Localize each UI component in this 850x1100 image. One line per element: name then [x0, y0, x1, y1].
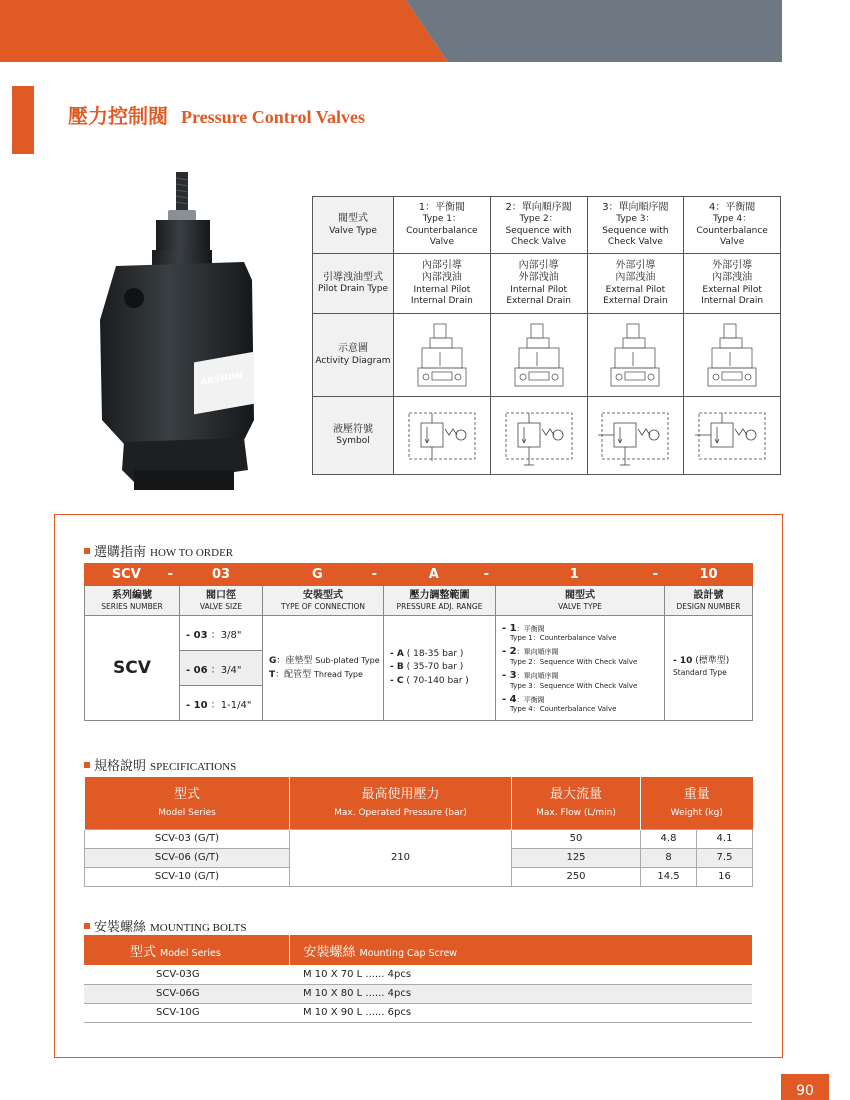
label-zh: 閥口徑 — [206, 590, 236, 601]
label-design — [665, 586, 753, 616]
cell-model: SCV-06 (G/T) — [85, 848, 290, 867]
header-screw — [289, 935, 752, 965]
valve-type-1 — [394, 197, 491, 254]
size-code: - 10 — [186, 699, 208, 711]
size-value: ：1-1/4" — [210, 699, 252, 711]
type-number: 3：單向順序閥 — [602, 201, 669, 213]
type-label: Type 3： — [616, 214, 655, 225]
drain-en: External Drain — [603, 296, 668, 306]
valve-type-code: - 1 — [502, 622, 517, 634]
valve-type-4 — [684, 197, 781, 254]
pilot-drain-4 — [684, 254, 781, 314]
header-weight — [641, 777, 753, 829]
header-zh: 最大流量 — [549, 787, 602, 803]
cell-pressure: 210 — [290, 829, 512, 886]
section-heading-en: MOUNTING BOLTS — [150, 922, 247, 934]
section-heading-en: SPECIFICATIONS — [150, 761, 237, 773]
activity-diagram-4 — [684, 314, 781, 397]
range-option — [390, 648, 495, 662]
code-dash: - — [652, 567, 658, 582]
mounting-bolts-table — [84, 935, 752, 1023]
svg-text:ARSHUN: ARSHUN — [200, 370, 243, 389]
code-segment — [180, 564, 263, 586]
cell-flow: 50 — [512, 829, 641, 848]
range-code: - A — [390, 648, 404, 659]
header-flow — [512, 777, 641, 829]
drain-en: External Drain — [506, 296, 571, 306]
valve-type-zh: ：平衡閥 — [516, 695, 545, 704]
header-en: Mounting Cap Screw — [359, 947, 458, 959]
pilot-zh: 外部引導 — [712, 259, 753, 271]
valve-type-zh: ：單向順序閥 — [516, 648, 559, 657]
range-code: - C — [390, 675, 404, 686]
label-zh: 系列編號 — [112, 590, 152, 601]
header-en: Model Series — [158, 807, 216, 818]
code-size: 03 — [211, 567, 231, 582]
valve-type-option — [502, 646, 664, 666]
valve-cutaway-diagram — [412, 322, 472, 388]
connection-code: G — [269, 655, 277, 666]
code-series: SCV — [111, 567, 141, 582]
label-valve-type — [496, 586, 665, 616]
section-heading-zh: 選購指南 — [94, 545, 147, 560]
row-label-symbol — [313, 397, 394, 475]
header-en: Max. Operated Pressure (bar) — [334, 807, 467, 818]
table-row — [84, 965, 752, 984]
connection-zh: ：座墊型 — [276, 655, 313, 666]
order-code-table — [84, 563, 753, 721]
range-option — [390, 675, 495, 689]
order-code-row — [85, 564, 753, 586]
hydraulic-symbol — [693, 405, 771, 467]
row-label-pilot-drain — [313, 254, 394, 314]
cell-model: SCV-03 (G/T) — [85, 829, 290, 848]
activity-diagram-3 — [587, 314, 684, 397]
type-name: Counterbalance Valve — [406, 225, 478, 247]
order-label-row — [85, 586, 753, 616]
valve-type-code: - 4 — [502, 693, 517, 705]
type-label: Type 4： — [712, 214, 752, 225]
cell-screw: M 10 X 80 L ...... 4pcs — [289, 984, 752, 1003]
product-photo — [94, 170, 270, 496]
valve-type-option — [502, 670, 664, 690]
size-option — [180, 686, 263, 721]
connection-en: Thread Type — [314, 670, 363, 679]
activity-diagram-1 — [394, 314, 491, 397]
valve-type-table — [312, 196, 781, 475]
table-header-row — [84, 935, 752, 965]
label-size — [180, 586, 263, 616]
page-title — [68, 100, 365, 129]
hydraulic-symbol — [596, 405, 674, 467]
section-heading-order — [84, 541, 233, 560]
row-label-zh: 引導洩油型式 — [323, 271, 383, 283]
valve-type-zh: ：平衡閥 — [516, 624, 545, 633]
row-label-zh: 示意圖 — [338, 343, 368, 355]
label-zh: 安裝型式 — [303, 590, 343, 601]
header-zh: 安裝螺絲 — [303, 944, 356, 960]
table-row — [84, 1003, 752, 1022]
code-range: A — [428, 567, 439, 582]
valve-type-en: Type 2：Sequence With Check Valve — [510, 657, 638, 666]
label-en: PRESSURE ADJ. RANGE — [396, 602, 483, 611]
row-label-en: Pilot Drain Type — [317, 284, 388, 295]
valve-type-options — [496, 616, 665, 721]
cell-model: SCV-10G — [84, 1003, 289, 1022]
code-valve-type: 1 — [569, 567, 579, 582]
cell-screw: M 10 X 70 L ...... 4pcs — [289, 965, 752, 984]
type-number: 2：單向順序閥 — [505, 201, 572, 213]
table-row — [313, 254, 781, 314]
size-value: ：3/8" — [210, 629, 242, 641]
range-option — [390, 661, 495, 675]
code-dash: - — [371, 567, 377, 582]
pilot-drain-1 — [394, 254, 491, 314]
table-row — [85, 829, 753, 848]
valve-cutaway-diagram — [702, 322, 762, 388]
header-model — [84, 935, 289, 965]
cell-weight: 14.5 — [641, 867, 697, 886]
connection-option — [269, 668, 383, 682]
size-value: ：3/4" — [210, 664, 242, 676]
row-label-en: Valve Type — [329, 225, 377, 236]
pilot-en: External Pilot — [702, 284, 762, 295]
cell-weight: 16 — [697, 867, 753, 886]
page-number: 90 — [781, 1074, 829, 1100]
type-number: 4：平衡閥 — [708, 201, 756, 213]
valve-type-option — [502, 623, 664, 643]
section-heading-en: HOW TO ORDER — [150, 547, 234, 559]
type-label: Type 2： — [519, 214, 558, 225]
page-title-en: Pressure Control Valves — [180, 107, 365, 127]
cell-weight: 7.5 — [697, 848, 753, 867]
row-label-en: Activity Diagram — [315, 355, 391, 366]
title-accent-bar — [12, 86, 34, 154]
label-range — [384, 586, 496, 616]
valve-type-3 — [587, 197, 684, 254]
code-dash: - — [483, 567, 489, 582]
valve-type-zh: ：單向順序閥 — [516, 672, 559, 680]
pilot-en: Internal Pilot — [413, 284, 471, 295]
type-name: Sequence with Check Valve — [602, 225, 669, 247]
valve-type-en: Type 4：Counterbalance Valve — [510, 705, 617, 714]
valve-type-en: Type 1：Counterbalance Valve — [510, 634, 617, 643]
drain-zh: 內部洩油 — [421, 272, 462, 284]
table-row — [313, 197, 781, 254]
design-code: - 10 — [673, 656, 693, 667]
cell-model: SCV-03G — [84, 965, 289, 984]
pilot-drain-3 — [587, 254, 684, 314]
range-value: ( 70-140 bar ) — [406, 675, 469, 686]
bullet-square-icon — [84, 548, 90, 554]
design-zh: (標準型) — [695, 656, 730, 667]
cell-model: SCV-06G — [84, 984, 289, 1003]
section-heading-zh: 規格說明 — [94, 759, 147, 774]
range-code: - B — [390, 662, 404, 673]
label-zh: 壓力調整範圍 — [409, 590, 470, 601]
section-heading-bolts — [84, 916, 246, 935]
specifications-table — [84, 777, 753, 887]
pilot-en: Internal Pilot — [510, 284, 568, 295]
cell-weight: 8 — [641, 848, 697, 867]
header-en: Max. Flow (L/min) — [536, 807, 616, 818]
connection-options — [263, 616, 384, 721]
header-en: Model Series — [160, 947, 221, 959]
header-zh: 最高使用壓力 — [361, 787, 440, 803]
activity-diagram-2 — [490, 314, 587, 397]
size-option — [180, 616, 263, 651]
code-segment — [263, 564, 384, 586]
label-en: VALVE SIZE — [199, 602, 243, 611]
row-label-zh: 閥型式 — [338, 213, 368, 225]
connection-zh: ：配管型 — [275, 670, 312, 680]
cell-model: SCV-10 (G/T) — [85, 867, 290, 886]
pilot-en: External Pilot — [605, 284, 666, 295]
header-model — [85, 777, 290, 829]
design-en: Standard Type — [673, 668, 727, 677]
type-name: Sequence with Check Valve — [505, 225, 572, 247]
code-dash: - — [167, 567, 173, 582]
table-header-row — [85, 777, 753, 829]
connection-option — [269, 654, 383, 668]
row-label-activity-diagram — [313, 314, 394, 397]
hydraulic-symbol — [500, 405, 578, 467]
label-zh: 閥型式 — [565, 590, 595, 601]
label-connection — [263, 586, 384, 616]
cell-flow: 125 — [512, 848, 641, 867]
code-segment — [85, 564, 180, 586]
page-title-zh: 壓力控制閥 — [68, 104, 168, 128]
type-label: Type 1： — [422, 214, 461, 225]
pilot-zh: 內部引導 — [518, 259, 559, 271]
range-options — [384, 616, 496, 721]
header-en: Weight (kg) — [670, 807, 723, 818]
bullet-square-icon — [84, 923, 90, 929]
code-segment — [665, 564, 753, 586]
valve-type-code: - 2 — [502, 646, 517, 658]
label-en: SERIES NUMBER — [101, 602, 163, 611]
design-option — [665, 616, 753, 721]
cell-weight: 4.8 — [641, 829, 697, 848]
header-zh: 型式 — [173, 787, 200, 803]
drain-zh: 內部洩油 — [615, 272, 656, 284]
hydraulic-symbol-4 — [684, 397, 781, 475]
valve-cutaway-diagram — [605, 322, 665, 388]
hydraulic-symbol-3 — [587, 397, 684, 475]
header-pressure — [290, 777, 512, 829]
pilot-zh: 內部引導 — [421, 259, 462, 271]
size-code: - 06 — [186, 664, 208, 676]
cell-weight: 4.1 — [697, 829, 753, 848]
table-row — [85, 616, 753, 651]
range-value: ( 35-70 bar ) — [406, 662, 464, 673]
top-banner — [0, 0, 782, 62]
header-zh: 型式 — [130, 944, 157, 960]
code-segment — [496, 564, 665, 586]
connection-en: Sub-plated Type — [315, 655, 380, 665]
table-row — [313, 397, 781, 475]
valve-cutaway-diagram — [509, 322, 569, 388]
valve-type-option — [502, 694, 664, 714]
size-code: - 03 — [186, 629, 208, 641]
bullet-square-icon — [84, 762, 90, 768]
header-zh: 重量 — [683, 787, 710, 803]
series-value: SCV — [85, 616, 180, 721]
row-label-en: Symbol — [336, 436, 370, 447]
row-label-valve-type — [313, 197, 394, 254]
row-label-zh: 液壓符號 — [333, 423, 373, 435]
pilot-drain-2 — [490, 254, 587, 314]
connection-code: T — [269, 670, 276, 680]
drain-en: Internal Drain — [701, 296, 764, 306]
table-row — [313, 314, 781, 397]
table-row — [84, 984, 752, 1003]
type-name: Counterbalance Valve — [696, 225, 768, 247]
label-series — [85, 586, 180, 616]
cell-screw: M 10 X 90 L ...... 6pcs — [289, 1003, 752, 1022]
cell-flow: 250 — [512, 867, 641, 886]
valve-type-code: - 3 — [502, 670, 517, 681]
range-value: ( 18-35 bar ) — [406, 648, 464, 659]
code-design: 10 — [699, 567, 718, 582]
drain-zh: 外部洩油 — [518, 272, 559, 284]
hydraulic-symbol-2 — [490, 397, 587, 475]
hydraulic-symbol-1 — [394, 397, 491, 475]
code-connection: G — [311, 567, 323, 582]
type-number: 1：平衡閥 — [418, 201, 466, 213]
label-zh: 設計號 — [693, 590, 724, 601]
size-option — [180, 651, 263, 686]
label-en: TYPE OF CONNECTION — [280, 602, 366, 611]
drain-zh: 內部洩油 — [712, 272, 753, 284]
label-en: VALVE TYPE — [558, 602, 602, 611]
label-en: DESIGN NUMBER — [676, 602, 741, 611]
valve-type-en: Type 3：Sequence With Check Valve — [510, 681, 638, 690]
section-heading-zh: 安裝螺絲 — [94, 920, 147, 935]
valve-type-2 — [490, 197, 587, 254]
hydraulic-symbol — [403, 405, 481, 467]
drain-en: Internal Drain — [410, 296, 473, 306]
pilot-zh: 外部引導 — [615, 259, 656, 271]
code-segment — [384, 564, 496, 586]
section-heading-spec — [84, 755, 236, 774]
